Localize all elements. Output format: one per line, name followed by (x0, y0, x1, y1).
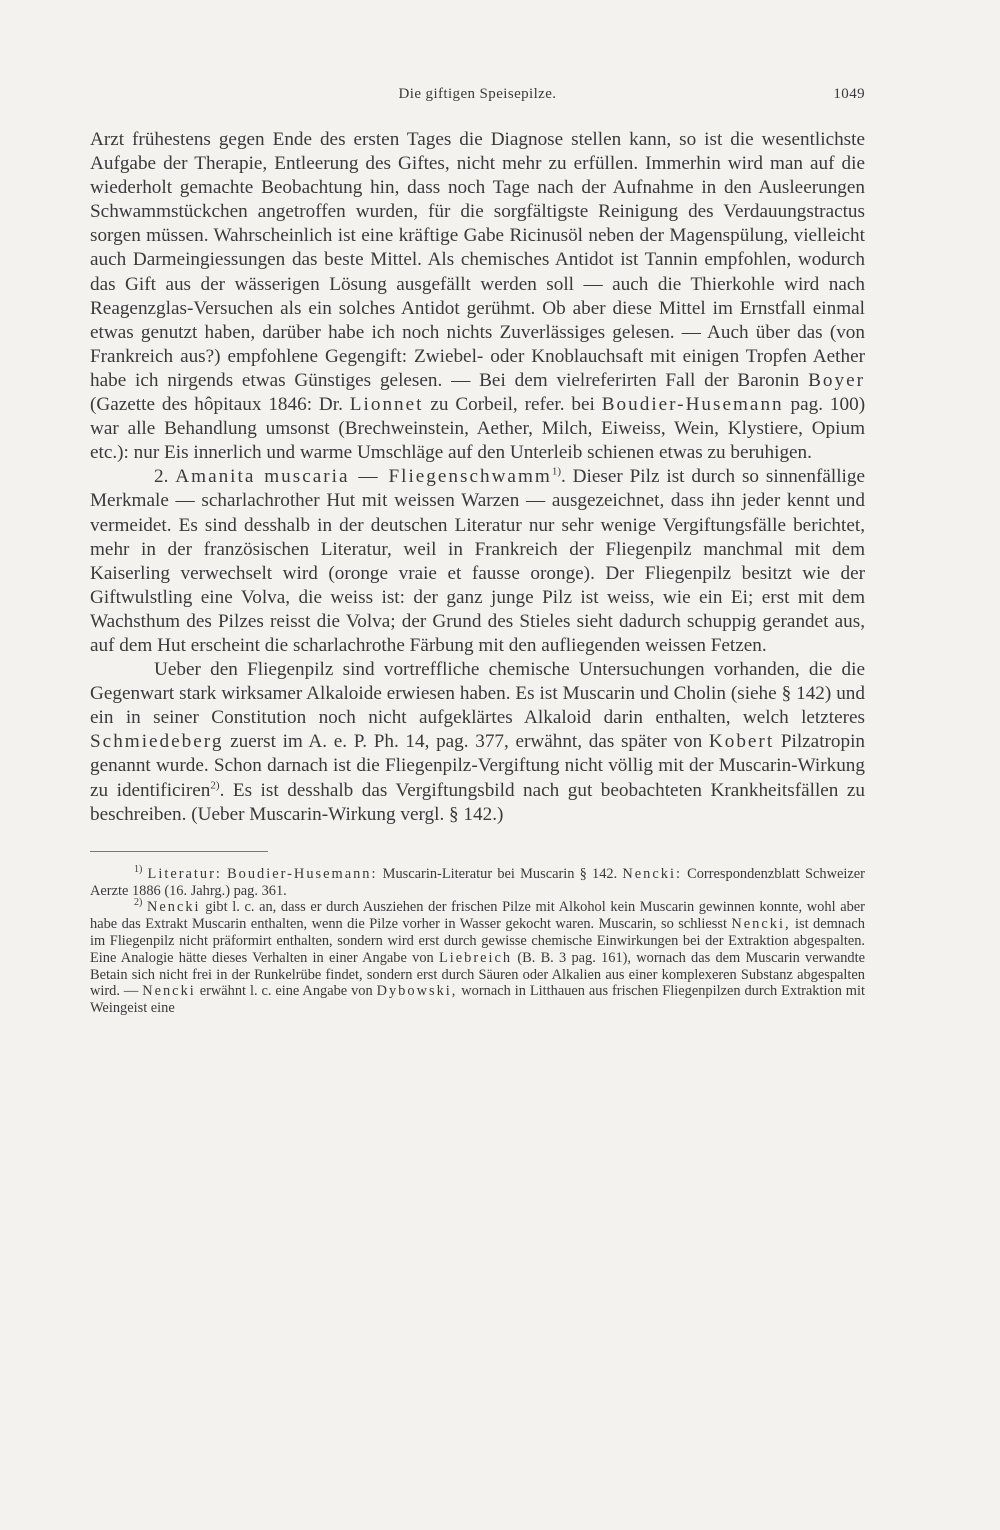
section-number: 2. (154, 466, 169, 488)
footnote-mark: 1) (134, 863, 143, 875)
running-head (90, 86, 865, 114)
person-name: Nencki (146, 899, 201, 916)
footnote-text: ist demnach im Fliegenpilz nicht präformirt enthalten, sondern wird erst durch gewisse chemische Einwirkungen bei der Extraktion abgespalten. Eine Analogie hätte dieses Verhalten in einer Angabe von (90, 916, 865, 966)
paragraph-text: . Es ist desshalb das Vergiftungsbild nach gut beobachteten Krankheitsfällen zu beschreiben. (Ueber Muscarin-Wirkung vergl. § 142.) (90, 779, 865, 825)
person-name: Nencki (142, 983, 196, 1000)
footnote-mark: 2) (134, 897, 143, 909)
page-number: 1049 (833, 86, 865, 102)
paragraph-text: (Gazette des hôpitaux 1846: Dr. (90, 394, 343, 416)
paragraph-chemistry (90, 658, 865, 827)
person-name: Boudier-Husemann (601, 394, 784, 416)
paragraph-text: zuerst im A. e. P. Ph. 14, pag. 377, erwähnt, das später von (230, 731, 703, 753)
footnote-text: Muscarin-Literatur bei Muscarin § 142. (382, 865, 618, 882)
book-page (90, 86, 865, 1017)
footnote-2 (90, 899, 865, 1017)
body-text (90, 128, 865, 827)
paragraph-amanita (90, 465, 865, 658)
person-name: Boyer (808, 369, 865, 391)
footnote-1 (90, 863, 865, 900)
footnote-divider (90, 851, 268, 852)
footnote-text: (B. B. 3 pag. 161), wornach das dem Muscarin verwandte Betain sich nicht frei in der Runkelrübe findet, sondern erst durch Säuren oder Alkalien aus einer komplexeren Substanz abgespalten wird. — (90, 949, 865, 1000)
person-name: Nencki, (731, 916, 791, 933)
paragraph-text: pag. 100) war alle Behandlung umsonst (Brechweinstein, Aether, Milch, Eiweiss, Wein, Klystiere, Opium etc.): nur Eis innerlich und warme Umschläge auf den Unterleib schienen etwas zu beruhigen. (90, 394, 866, 464)
paragraph-therapy (90, 128, 865, 465)
paragraph-text: Ueber den Fliegenpilz sind vortreffliche chemische Untersuchungen vorhanden, die die Gegenwart stark wirksamer Alkaloide erwiesen haben. Es ist Muscarin und Cholin (siehe § 142) und ein in seiner Constitution noch nicht aufgeklärtes Alkaloid darin enthalten, welch letzteres (90, 659, 865, 729)
person-name: Dybowski, (376, 983, 458, 1000)
person-name: Boudier-Husemann: (227, 865, 378, 882)
paragraph-text: zu Corbeil, refer. bei (430, 394, 595, 416)
footnote-ref: 1) (551, 465, 561, 478)
footnote-text: wornach in Litthauen aus frischen Fliegenpilzen durch Extraktion mit Weingeist eine (90, 983, 865, 1017)
person-name: Kobert (708, 731, 775, 753)
species-heading: Amanita muscaria — Fliegenschwamm (175, 466, 552, 488)
person-name: Schmiedeberg (90, 731, 224, 753)
footnote-ref: 2) (210, 779, 220, 792)
footnote-text: gibt l. c. an, dass er durch Ausziehen der frischen Pilze mit Alkohol kein Muscarin gewinnen konnte, wohl aber habe das Extrakt Muscarin enthalten, wenn die Pilze vorher in Wasser gekocht waren. Muscarin, so schliesst (90, 899, 865, 933)
person-name: Nencki: (622, 865, 682, 882)
paragraph-text: . Dieser Pilz ist durch so sinnenfällige Merkmale — scharlachrother Hut mit weissen Warzen — ausgezeichnet, dass ihn jeder kennt und vermeidet. Es sind desshalb in der deutschen Literatur nur sehr wenige Vergiftungsfälle berichtet, mehr in der französischen Literatur, weil in Frankreich der Fliegenpilz manchmal mit dem Kaiserling verwechselt wird (oronge vraie et fausse oronge). Der Fliegenpilz besitzt wie der Giftwulstling eine Volva, die weiss ist: der ganz junge Pilz ist weiss, wie ein Ei; erst mit dem Wachsthum des Pilzes reisst die Volva; der Grund des Stieles sieht dadurch schuppig gerandet aus, auf dem Hut erscheint die scharlachrothe Färbung mit den aufliegenden weissen Fetzen. (90, 466, 865, 656)
person-name: Liebreich (438, 949, 513, 966)
person-name: Lionnet (349, 394, 424, 416)
paragraph-text: Pilzatropin genannt wurde. Schon darnach ist die Fliegenpilz-Vergiftung nicht völlig mit der Muscarin-Wirkung zu identificiren (90, 731, 866, 801)
footnote-label: Literatur: (147, 865, 222, 882)
running-title: Die giftigen Speisepilze. (398, 86, 557, 102)
paragraph-text: Arzt frühestens gegen Ende des ersten Tages die Diagnose stellen kann, so ist die wesentlichste Aufgabe der Therapie, Entleerung des Giftes, nicht mehr zu erfüllen. Immerhin wird man auf die wiederholt gemachte Beobachtung hin, dass noch Tage nach der Aufnahme in den Ausleerungen Schwammstückchen angetroffen wurden, für die sorgfältigste Reinigung des Verdauungstractus sorgen müssen. Wahrscheinlich ist eine kräftige Gabe Ricinusöl neben der Magenspülung, vielleicht auch Darmeingiessungen das beste Mittel. Als chemisches Antidot ist Tannin empfohlen, wodurch das Gift aus der wässerigen Lösung ausgefällt werden soll — auch die Thierkohle wird nach Reagenzglas-Versuchen als ein solches Antidot gerühmt. Ob aber diese Mittel im Ernstfall einmal etwas genutzt haben, darüber habe ich noch nichts Zuverlässiges gelesen. — Auch über das (von Frankreich aus?) empfohlene Gegengift: Zwiebel- oder Knoblauchsaft mit einigen Tropfen Aether habe ich nirgends etwas Günstiges gelesen. — Bei dem vielreferirten Fall der Baronin (90, 129, 865, 391)
footnote-text: Correspondenzblatt Schweizer Aerzte 1886 (16. Jahrg.) pag. 361. (90, 865, 865, 899)
footnotes (90, 863, 865, 1017)
footnote-text: erwähnt l. c. eine Angabe von (199, 983, 373, 1000)
